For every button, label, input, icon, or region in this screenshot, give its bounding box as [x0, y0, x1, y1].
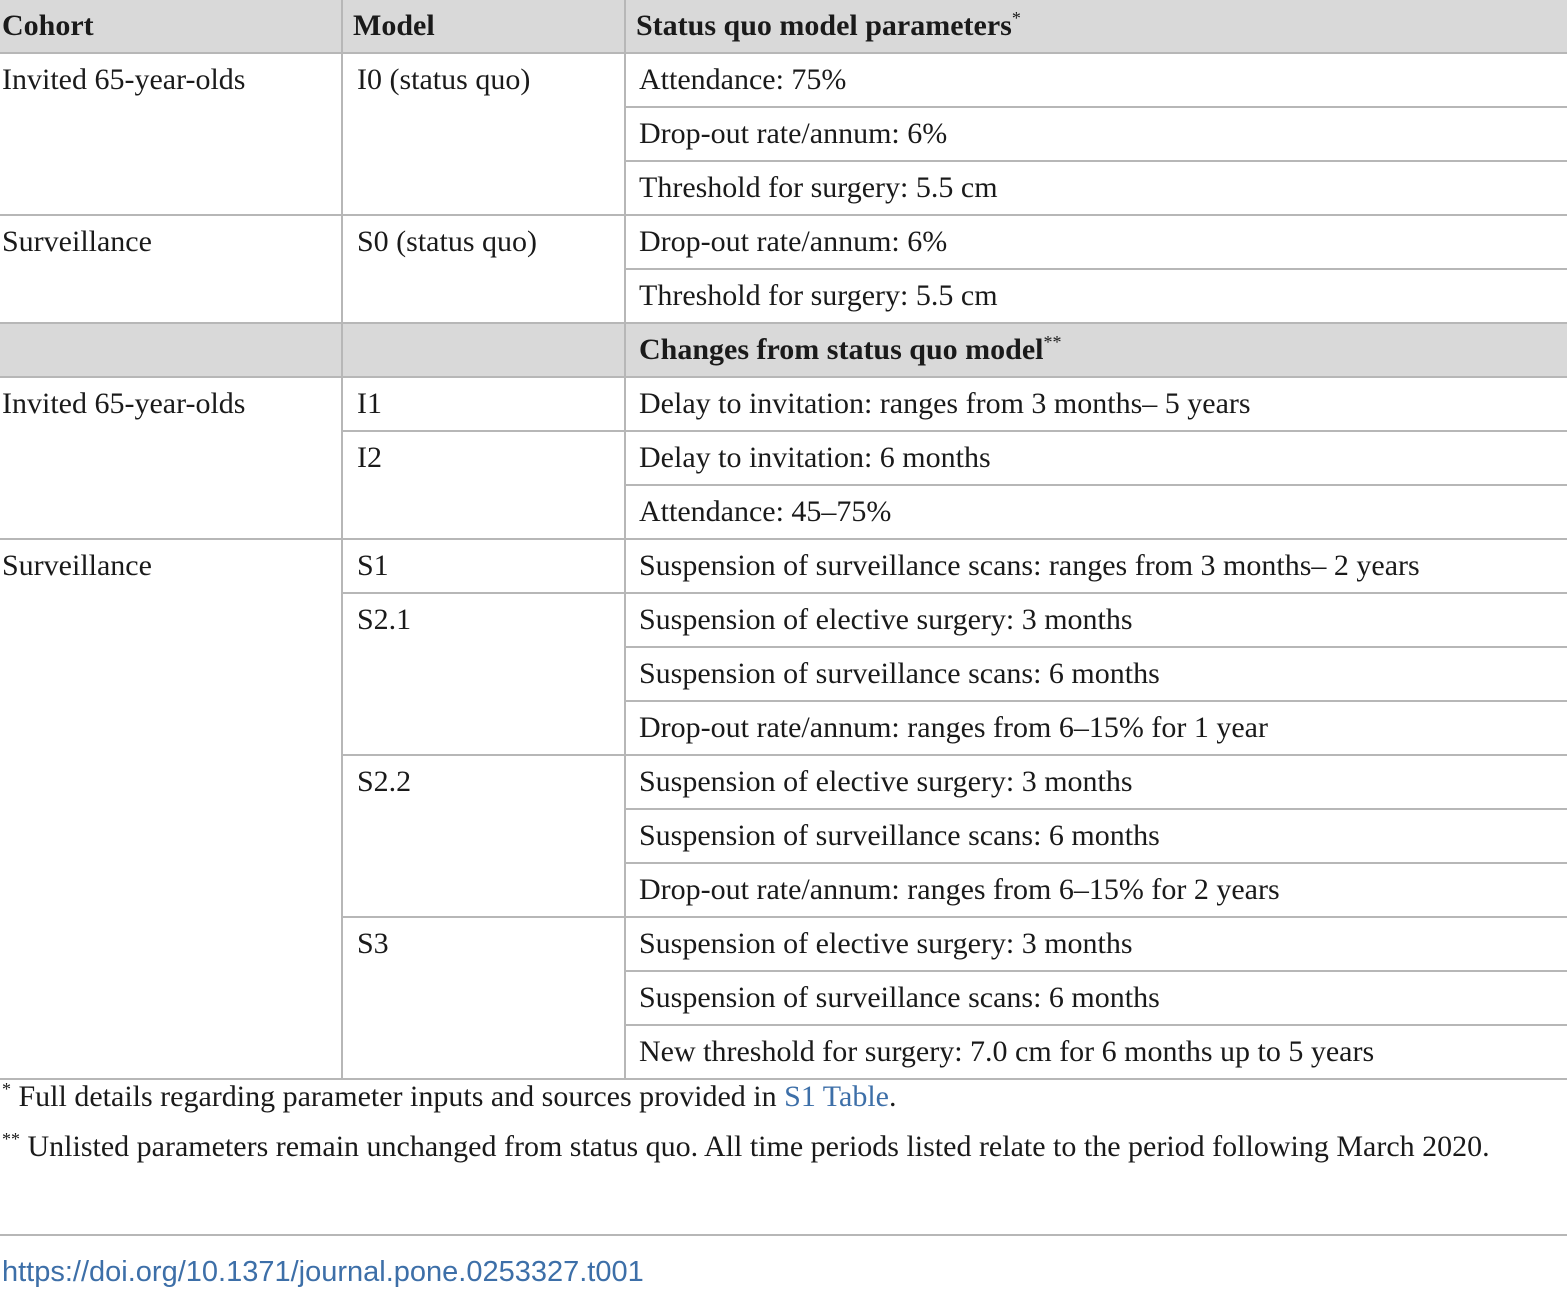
cohort-cell: Invited 65-year-olds — [0, 53, 342, 215]
footnote-1 — [2, 1072, 1547, 1122]
header-params — [625, 0, 1567, 53]
model-cell: I0 (status quo) — [342, 53, 625, 215]
table-body — [0, 53, 1567, 1079]
subheader-label-cell — [625, 323, 1567, 377]
table-row — [0, 215, 1567, 269]
parameter-cell: Delay to invitation: 6 months — [625, 431, 1567, 485]
parameter-cell: Suspension of elective surgery: 3 months — [625, 593, 1567, 647]
model-cell: I1 — [342, 377, 625, 431]
footnote-2 — [2, 1122, 1547, 1172]
s1-table-link[interactable]: S1 Table — [784, 1080, 889, 1113]
table-row — [0, 377, 1567, 431]
cohort-cell: Invited 65-year-olds — [0, 377, 342, 539]
parameter-cell: Suspension of elective surgery: 3 months — [625, 917, 1567, 971]
header-params-label: Status quo model parameters — [636, 9, 1012, 42]
parameter-cell: Attendance: 75% — [625, 53, 1567, 107]
table-header-row — [0, 0, 1567, 53]
header-params-marker: * — [1011, 8, 1021, 28]
subheader-empty-cell — [0, 323, 342, 377]
parameter-cell: Suspension of surveillance scans: 6 months — [625, 809, 1567, 863]
model-cell: S1 — [342, 539, 625, 593]
changes-subheader-row — [0, 323, 1567, 377]
footnote-1-marker: * — [2, 1079, 11, 1099]
model-cell: S3 — [342, 917, 625, 1079]
header-model: Model — [342, 0, 625, 53]
parameter-cell: Suspension of surveillance scans: 6 months — [625, 647, 1567, 701]
footnote-1-end: . — [888, 1080, 897, 1113]
subheader-empty-cell — [342, 323, 625, 377]
header-cohort: Cohort — [0, 0, 342, 53]
model-cell: S0 (status quo) — [342, 215, 625, 323]
model-cell: S2.1 — [342, 593, 625, 755]
parameter-cell: Drop-out rate/annum: 6% — [625, 215, 1567, 269]
parameter-cell: New threshold for surgery: 7.0 cm for 6 months up to 5 years — [625, 1025, 1567, 1079]
parameter-cell: Delay to invitation: ranges from 3 months– 5 years — [625, 377, 1567, 431]
footer-divider — [0, 1234, 1567, 1236]
footnote-2-marker: ** — [2, 1129, 20, 1149]
footnotes — [2, 1072, 1547, 1172]
model-cell: S2.2 — [342, 755, 625, 917]
table-row — [0, 539, 1567, 593]
parameter-cell: Suspension of surveillance scans: 6 months — [625, 971, 1567, 1025]
footnote-1-text: Full details regarding parameter inputs and sources provided in — [11, 1080, 785, 1113]
footnote-2-text: Unlisted parameters remain unchanged from status quo. All time periods listed relate to the period following March 2020. — [20, 1130, 1490, 1163]
parameter-cell: Attendance: 45–75% — [625, 485, 1567, 539]
model-cell: I2 — [342, 431, 625, 539]
parameter-cell: Drop-out rate/annum: 6% — [625, 107, 1567, 161]
cohort-cell: Surveillance — [0, 215, 342, 323]
cohort-cell: Surveillance — [0, 539, 342, 1079]
parameter-cell: Suspension of elective surgery: 3 months — [625, 755, 1567, 809]
doi-link[interactable]: https://doi.org/10.1371/journal.pone.0253327.t001 — [2, 1256, 644, 1288]
table-row — [0, 53, 1567, 107]
parameter-cell: Threshold for surgery: 5.5 cm — [625, 161, 1567, 215]
subheader-marker: ** — [1043, 332, 1062, 352]
subheader-label: Changes from status quo model — [639, 333, 1044, 366]
parameter-cell: Suspension of surveillance scans: ranges from 3 months– 2 years — [625, 539, 1567, 593]
parameter-cell: Threshold for surgery: 5.5 cm — [625, 269, 1567, 323]
parameter-cell: Drop-out rate/annum: ranges from 6–15% for 2 years — [625, 863, 1567, 917]
parameter-cell: Drop-out rate/annum: ranges from 6–15% for 1 year — [625, 701, 1567, 755]
